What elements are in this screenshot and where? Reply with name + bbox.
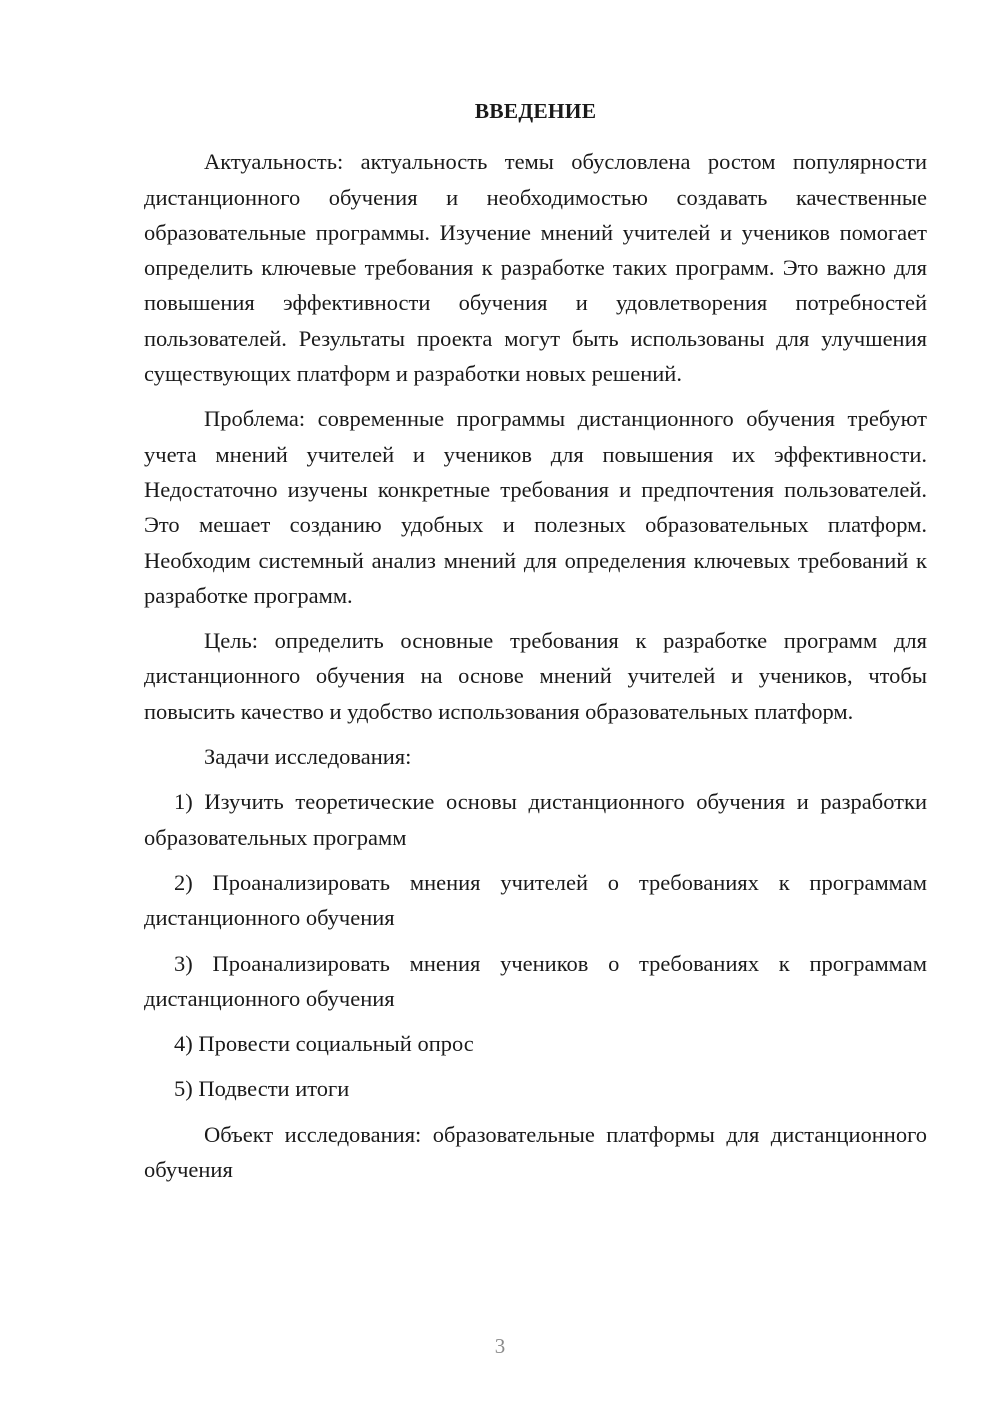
object-paragraph: Объект исследования: образовательные платформы для дистанционного обучения bbox=[144, 1121, 927, 1183]
task-item-5: 5) Подвести итоги bbox=[174, 1076, 350, 1102]
task-item-3: 3) Проанализировать мнения учеников о требованиях к программам дистанционного обучения bbox=[144, 950, 927, 1011]
task-item-1: 1) Изучить теоретические основы дистанционного обучения и разработки образовательных программ bbox=[144, 789, 927, 850]
goal-paragraph: Цель: определить основные требования к разработке программ для дистанционного обучения на основе мнений учителей и учеников, чтобы повысить качество и удобство использования образовательных платформ. bbox=[144, 628, 927, 724]
tasks-heading: Задачи исследования: bbox=[204, 744, 412, 770]
task-item-4: 4) Провести социальный опрос bbox=[174, 1031, 474, 1057]
task-item-2: 2) Проанализировать мнения учителей о требованиях к программам дистанционного обучения bbox=[144, 869, 927, 931]
document-page bbox=[144, 94, 927, 1197]
problem-paragraph: Проблема: современные программы дистанционного обучения требуют учета мнений учителей и учеников для повышения их эффективности. Недостаточно изучены конкретные требования и предпочтения пользователей. Это мешает созданию удобных и полезных образовательных платформ. Необходим системный анализ мнений для определения ключевых требований к разработке программ. bbox=[144, 406, 927, 608]
page-number: 3 bbox=[494, 1334, 506, 1358]
relevance-paragraph: Актуальность: актуальность темы обусловлена ростом популярности дистанционного обучения и необходимостью создавать качественные образовательные программы. Изучение мнений учителей и учеников помогает определить ключевые требования к разработке таких программ. Это важно для повышения эффективности обучения и удовлетворения потребностей пользователей. Результаты проекта могут быть использованы для улучшения существующих платформ и разработки новых решений. bbox=[144, 149, 927, 387]
page-title: ВВЕДЕНИЕ bbox=[474, 99, 597, 123]
